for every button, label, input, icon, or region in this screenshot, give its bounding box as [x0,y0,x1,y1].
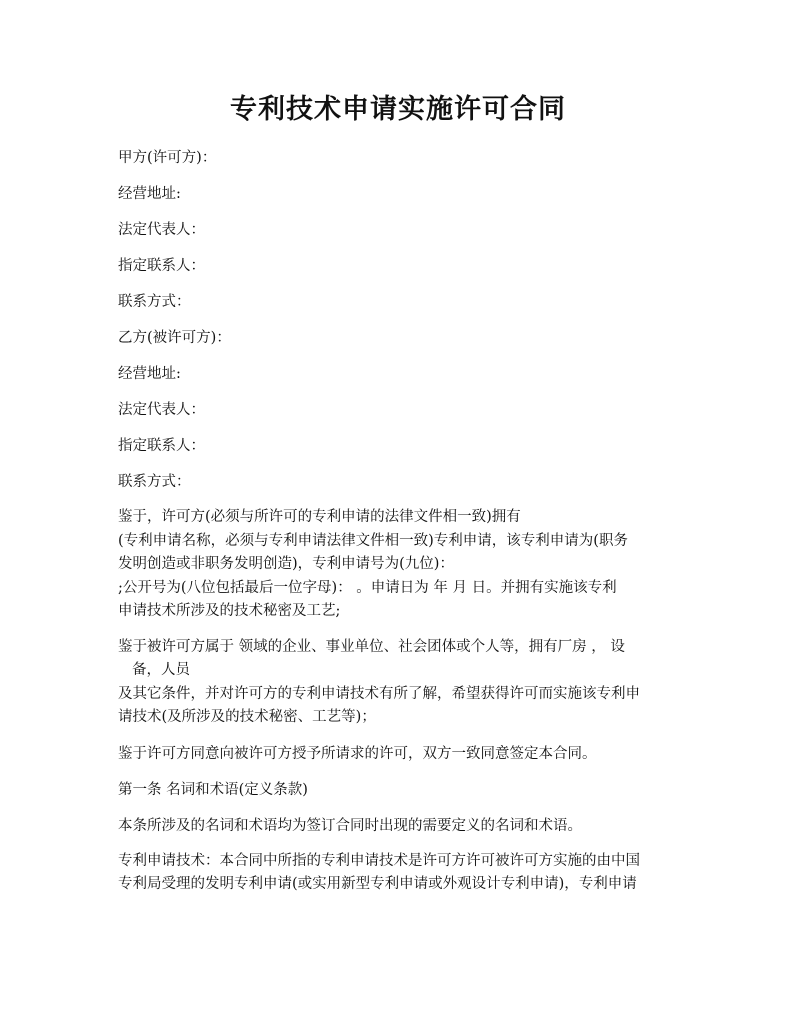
document-body [118,146,688,909]
recital-1-line: ;公开号为(八位包括最后一位字母)： 。申请日为 年 月 日。并拥有实施该专利 [118,579,617,596]
party-b-contact-method: 联系方式： [118,474,191,490]
definition-1 [118,850,688,897]
definition-1-line: 专利局受理的发明专利申请(或实用新型专利申请或外观设计专利申请)，专利申请 [118,876,637,892]
recital-1 [118,506,688,624]
recital-1-line: 鉴于，许可方(必须与所许可的专利申请的法律文件相一致)拥有 [118,509,521,525]
recital-1-line: 发明创造或非职务发明创造)，专利申请号为(九位)： [118,556,454,572]
document-title: 专利技术申请实施许可合同 [230,94,566,125]
party-a-header: 甲方(许可方)： [118,150,217,166]
article-1-title: 第一条 名词和术语(定义条款) [118,781,308,798]
party-a-contact-method: 联系方式： [118,294,191,310]
party-a-contact-person: 指定联系人： [118,258,205,274]
definition-1-line: 专利申请技术：本合同中所指的专利申请技术是许可方许可被许可方实施的由中国 [118,852,640,869]
party-b-legal-rep: 法定代表人： [118,402,205,418]
recital-3: 鉴于许可方同意向被许可方授予所请求的许可，双方一致同意签定本合同。 [118,745,597,762]
article-1-intro: 本条所涉及的名词和术语均为签订合同时出现的需要定义的名词和术语。 [118,817,582,834]
recital-2-line: 请技术(及所涉及的技术秘密、工艺等)； [118,709,376,725]
recital-2-line: 备，人员 [132,662,190,678]
party-a-legal-rep: 法定代表人： [118,222,205,238]
recital-2 [118,636,688,730]
party-b-header: 乙方(被许可方)： [118,330,231,346]
party-b-address: 经营地址: [118,366,181,382]
recital-2-line: 及其它条件，并对许可方的专利申请技术有所了解，希望获得许可而实施该专利申 [118,685,640,702]
party-b-contact-person: 指定联系人： [118,438,205,454]
recital-2-line: 鉴于被许可方属于 领域的企业、事业单位、社会团体或个人等，拥有厂房 ， 设 [118,638,625,655]
party-a-address: 经营地址: [118,186,181,202]
recital-1-line: 申请技术所涉及的技术秘密及工艺; [118,603,341,619]
recital-1-line: (专利申请名称，必须与专利申请法律文件相一致)专利申请，该专利申请为(职务 [118,532,628,549]
